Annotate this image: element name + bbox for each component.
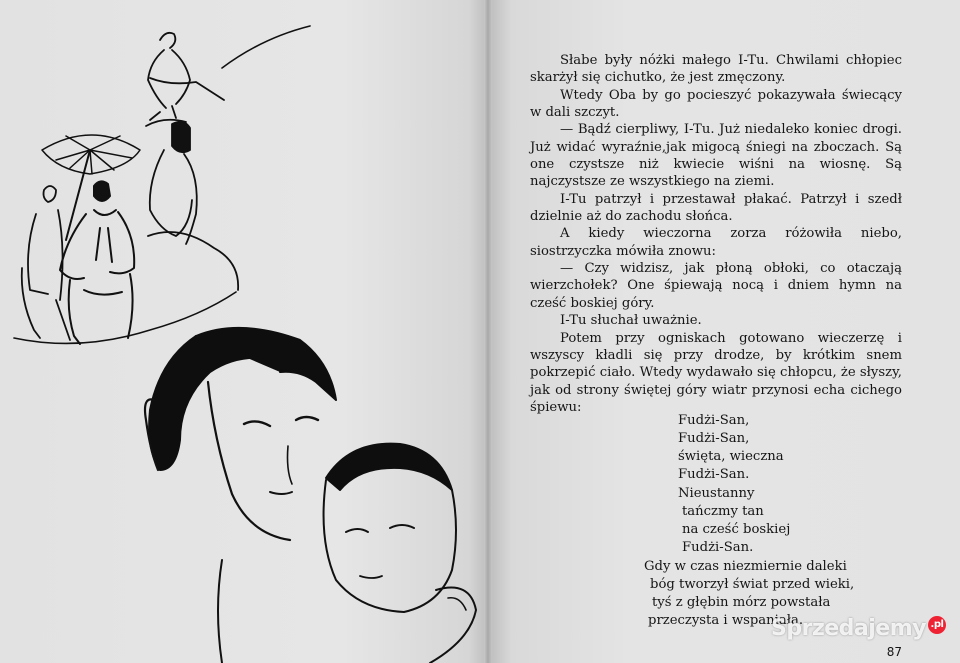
song-line: Fudżi-San. <box>678 467 750 482</box>
song-line: Fudżi-San. <box>682 540 754 555</box>
paragraph: — Czy widzisz, jak płoną obłoki, co otaczają wierzchołek? One śpiewają nocą i dniem hymn na cześć boskiej góry. <box>530 261 902 311</box>
walking-figure <box>146 33 224 126</box>
story-text <box>530 52 902 416</box>
sky-arc <box>222 26 310 68</box>
paragraph: — Bądź cierpliwy, I-Tu. Już niedaleko koniec drogi. Już widać wyraźnie,jak migocą śniegi na zboczach. Są one czystsze niż kwiecie wiśni na wiosnę. Są najczystsze ze wszystkiego na ziemi. <box>530 122 902 190</box>
paragraph: I-Tu słuchał uważnie. <box>560 313 702 329</box>
closing-line: Gdy w czas niezmiernie daleki <box>644 559 847 574</box>
mother-portrait <box>145 328 336 663</box>
song-line: tańczmy tan <box>682 504 764 519</box>
song-line: święta, wieczna <box>678 449 784 464</box>
paragraph: A kiedy wieczorna zorza różowiła niebo, siostrzyczka mówiła znowu: <box>530 226 902 259</box>
song-line: Nieustanny <box>678 486 755 501</box>
song-line: Fudżi-San, <box>678 413 750 428</box>
song-line: Fudżi-San, <box>678 431 750 446</box>
paragraph: Potem przy ogniskach gotowano wieczerzę i wszyscy kładli się przy drodze, by krótkim snem pokrzepić ciało. Wtedy wydawało się chłopcu, że słyszy, jak od strony świętej góry wiatr przynosi echa cichego śpiewu: <box>530 330 902 415</box>
song-line: na cześć boskiej <box>682 522 791 537</box>
paragraph: Wtedy Oba by go pocieszyć pokazywała świecący w dali szczyt. <box>530 87 902 121</box>
traveller-left <box>22 186 70 340</box>
closing-line: bóg tworzył świat przed wieki, <box>650 577 855 592</box>
closing-line: tyś z głębin mórz powstała <box>652 595 831 610</box>
watermark-suffix: .pl <box>928 616 946 634</box>
traveller-woman <box>148 122 238 290</box>
traveller-center <box>60 181 134 344</box>
watermark-brand: Sprzedajemy <box>771 616 926 641</box>
closing-line: przeczysta i wspaniała. <box>648 613 804 628</box>
child-portrait <box>324 444 476 663</box>
page-number: 87 <box>886 645 902 659</box>
paragraph: I-Tu patrzył i przestawał płakać. Patrzył i szedł dzielnie aż do zachodu słońca. <box>530 191 902 225</box>
watermark-logo <box>771 616 946 641</box>
paragraph: Słabe były nóżki małego I-Tu. Chwilami chłopiec skarżył się cichutko, że jest zmęczony. <box>530 53 902 86</box>
